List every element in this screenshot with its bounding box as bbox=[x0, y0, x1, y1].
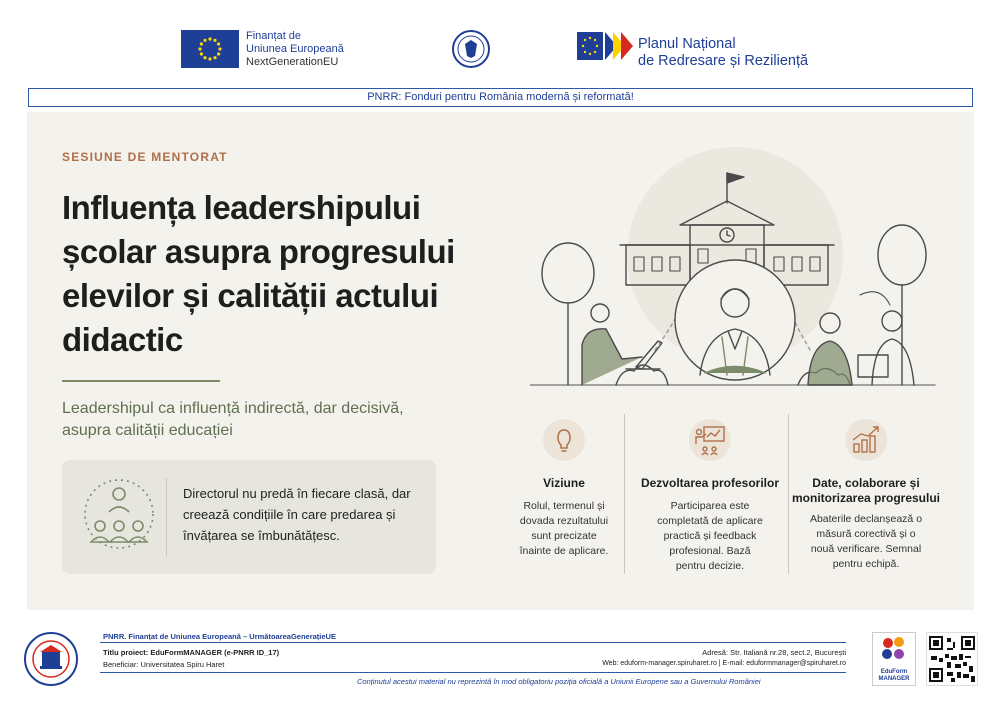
footer-beneficiary: Beneficiar: Universitatea Spiru Haret bbox=[103, 660, 225, 669]
footer-disclaimer: Conținutul acestui material nu reprezintă în mod obligatoriu poziția oficială a Uniunii Europene sau a Guvernului României bbox=[357, 677, 761, 686]
pillar-separator bbox=[624, 414, 625, 574]
header-logo-bar bbox=[0, 0, 1000, 86]
eu-line3: NextGenerationEU bbox=[246, 56, 339, 68]
pnrr-logo-icon bbox=[577, 30, 633, 62]
pillar-title: Dezvoltarea profesorilor bbox=[640, 476, 780, 490]
eduform-logo-line1: EduForm bbox=[880, 669, 908, 675]
eu-funding-text bbox=[246, 30, 344, 69]
pillar-text: Rolul, termenul și dovada rezultatului sunt precizate înainte de aplicare. bbox=[519, 500, 609, 557]
quote-separator bbox=[166, 478, 167, 556]
government-seal-icon bbox=[452, 30, 490, 68]
footer-funding-line: PNRR. Finanțat de Uniunea Europeană – UrmătoareaGenerațieUE bbox=[103, 632, 336, 641]
teacher-presentation-icon bbox=[688, 418, 732, 462]
title-divider bbox=[62, 380, 220, 382]
eduform-dots-icon bbox=[873, 633, 915, 665]
footer-rule-top bbox=[100, 642, 846, 643]
pillar-teacher-development bbox=[630, 410, 790, 580]
session-label: SESIUNE DE MENTORAT bbox=[62, 150, 228, 164]
footer-web-email: Web: eduform-manager.spiruharet.ro | E-mail: eduformmanager@spiruharet.ro bbox=[602, 660, 846, 667]
pnrr-text bbox=[638, 36, 808, 70]
poster-subtitle: Leadershipul ca influență indirectă, dar decisivă, asupra calității educației bbox=[62, 400, 404, 439]
eduform-manager-logo bbox=[872, 632, 916, 686]
eu-line2: Uniunea Europeană bbox=[246, 43, 344, 55]
eduform-logo-line2: MANAGER bbox=[878, 676, 910, 682]
eu-line1: Finanțat de bbox=[246, 30, 302, 42]
pillar-vision bbox=[484, 410, 644, 580]
eu-flag-icon bbox=[181, 30, 239, 68]
pillar-text: Participarea este completată de aplicare practică și feedback profesional. Bază pentru decizie. bbox=[657, 500, 763, 572]
footer-rule-bottom bbox=[100, 672, 846, 673]
quote-text: Directorul nu predă în fiecare clasă, dar creează condițiile în care predarea și învățarea se îmbunătățesc. bbox=[183, 486, 411, 543]
footer-address: Adresă: Str. Italiană nr.28, sect.2, București bbox=[702, 648, 846, 657]
university-seal-icon bbox=[24, 632, 78, 686]
pillar-text: Abaterile declanșează o măsură corectivă și o nouă verificare. Semnal pentru echipă. bbox=[809, 513, 923, 570]
pillar-data-monitoring bbox=[786, 410, 946, 580]
qr-code-icon[interactable] bbox=[926, 632, 978, 686]
slogan-bar: PNRR: Fonduri pentru România modernă și reformată! bbox=[28, 88, 973, 107]
pillar-title: Viziune bbox=[543, 476, 585, 490]
lightbulb-icon bbox=[542, 418, 586, 462]
pnrr-line2: de Redresare și Reziliență bbox=[638, 53, 809, 69]
pillar-title: Date, colaborare și monitorizarea progresului bbox=[791, 476, 941, 505]
poster-title: Influența leadershipului școlar asupra progresului elevilor și calității actului didactic bbox=[62, 189, 455, 358]
eduform-logo-label bbox=[873, 669, 915, 683]
footer-project-title: Titlu proiect: EduFormMANAGER (e-PNRR ID_17) bbox=[103, 648, 280, 657]
group-people-icon bbox=[80, 474, 158, 558]
pnrr-line1: Planul Național bbox=[638, 36, 736, 52]
growth-chart-icon bbox=[844, 418, 888, 462]
school-illustration bbox=[530, 145, 940, 395]
